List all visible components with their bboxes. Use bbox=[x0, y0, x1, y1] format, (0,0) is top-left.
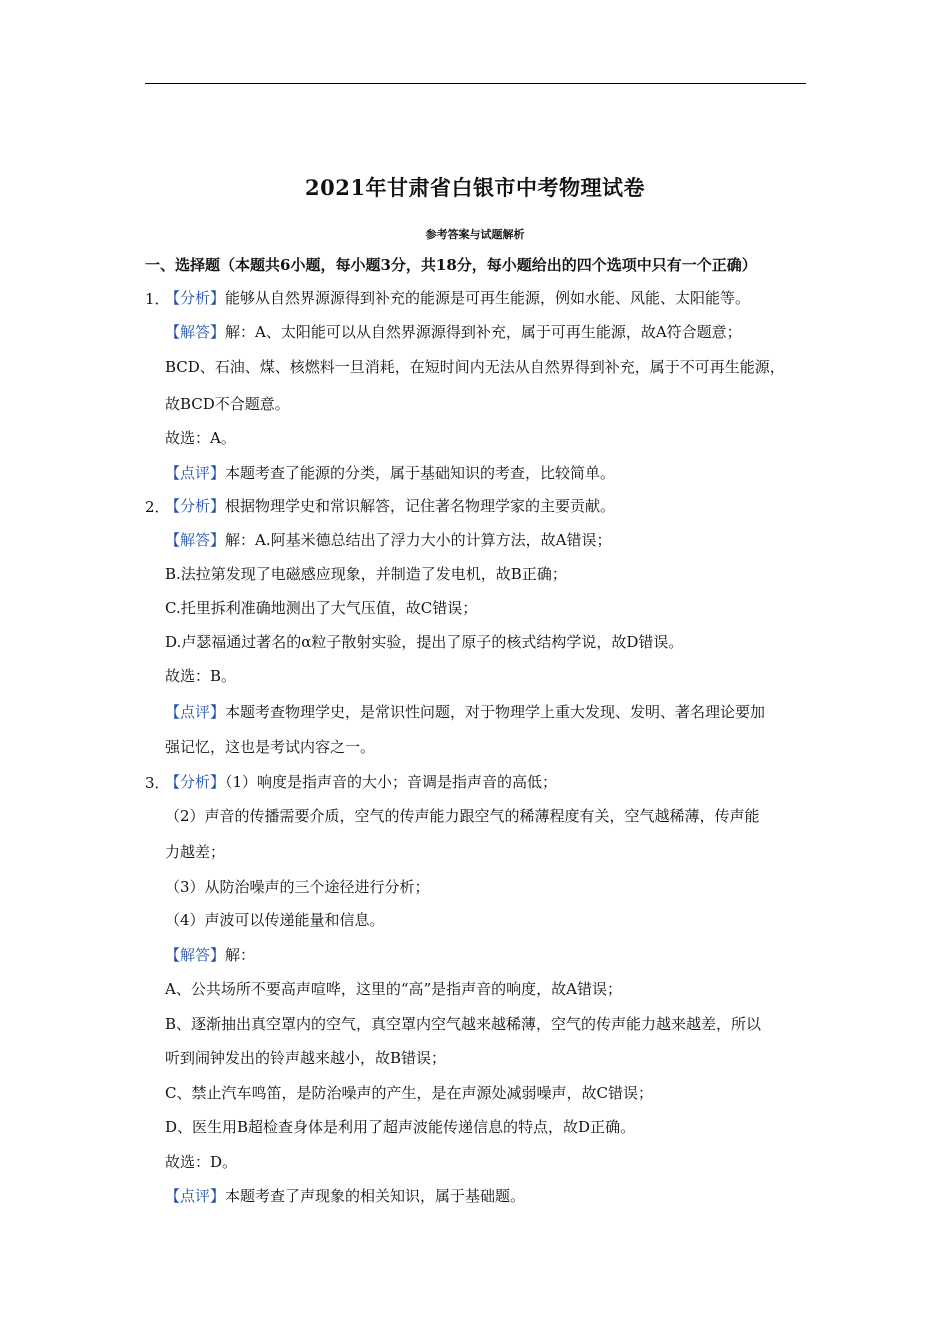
section-tag: 【分析】 bbox=[165, 497, 226, 515]
line-text: （4）声波可以传递能量和信息。 bbox=[165, 911, 385, 929]
section-tag: 【点评】 bbox=[165, 1187, 226, 1205]
answer-line bbox=[165, 702, 765, 722]
answer-line bbox=[165, 842, 225, 862]
answer-line bbox=[165, 530, 611, 550]
answer-line bbox=[165, 979, 622, 999]
answer-line bbox=[165, 737, 375, 757]
answer-line bbox=[165, 772, 557, 792]
section-tag: 【解答】 bbox=[165, 531, 226, 549]
line-text: B.法拉第发现了电磁感应现象，并制造了发电机，故B正确； bbox=[165, 565, 567, 583]
line-text: （1）响度是指声音的大小；音调是指声音的高低； bbox=[225, 773, 558, 791]
line-text: B、逐渐抽出真空罩内的空气，真空罩内空气越来越稀薄，空气的传声能力越来越差，所以 bbox=[165, 1015, 762, 1033]
line-text: 解：A.阿基米德总结出了浮力大小的计算方法，故A错误； bbox=[225, 531, 612, 549]
answer-line bbox=[165, 496, 615, 516]
line-text: 解：A、太阳能可以从自然界源源得到补充，属于可再生能源，故A符合题意； bbox=[225, 323, 742, 341]
page-subtitle: 参考答案与试题解析 bbox=[425, 228, 525, 241]
line-text: （3）从防治噪声的三个途径进行分析； bbox=[165, 878, 430, 896]
question-number: 1． bbox=[145, 290, 170, 308]
answer-line bbox=[165, 806, 760, 826]
section-tag: 【分析】 bbox=[165, 773, 226, 791]
line-text: C、禁止汽车鸣笛，是防治噪声的产生，是在声源处减弱噪声，故C错误； bbox=[165, 1084, 653, 1102]
line-text: 故BCD不合题意。 bbox=[165, 395, 290, 413]
page-title: 2021年甘肃省白银市中考物理试卷 bbox=[305, 175, 645, 200]
line-text: A、公共场所不要高声喧哗，这里的“高”是指声音的响度，故A错误； bbox=[165, 980, 623, 998]
answer-line bbox=[165, 598, 477, 618]
section-tag: 【点评】 bbox=[165, 703, 226, 721]
answer-line bbox=[165, 1083, 653, 1103]
section-tag: 【分析】 bbox=[165, 289, 226, 307]
answer-line bbox=[165, 632, 683, 652]
answer-line bbox=[165, 564, 567, 584]
line-text: 解： bbox=[225, 946, 256, 964]
section-tag: 【解答】 bbox=[165, 323, 226, 341]
line-text: 能够从自然界源源得到补充的能源是可再生能源，例如水能、风能、太阳能等。 bbox=[225, 289, 751, 307]
line-text: 根据物理学史和常识解答，记住著名物理学家的主要贡献。 bbox=[225, 497, 616, 515]
question-number: 3． bbox=[145, 774, 170, 792]
answer-line bbox=[165, 1186, 525, 1206]
section-tag: 【解答】 bbox=[165, 946, 226, 964]
line-text: （2）声音的传播需要介质，空气的传声能力跟空气的稀薄程度有关，空气越稀薄，传声能 bbox=[165, 807, 760, 825]
line-text: 故选：A。 bbox=[165, 429, 236, 447]
line-text: BCD、石油、煤、核燃料一旦消耗，在短时间内无法从自然界得到补充，属于不可再生能源， bbox=[165, 358, 785, 376]
answer-line bbox=[165, 910, 385, 930]
line-text: 本题考查了能源的分类，属于基础知识的考查，比较简单。 bbox=[225, 464, 616, 482]
answer-line bbox=[165, 463, 615, 483]
answer-line bbox=[165, 1048, 446, 1068]
answer-line bbox=[165, 1014, 761, 1034]
line-text: 强记忆，这也是考试内容之一。 bbox=[165, 738, 376, 756]
section-heading: 一、选择题（本题共6小题，每小题3分，共18分，每小题给出的四个选项中只有一个正确） bbox=[145, 256, 757, 274]
answer-line bbox=[165, 394, 290, 414]
line-text: D.卢瑟福通过著名的α粒子散射实验，提出了原子的核式结构学说，故D错误。 bbox=[165, 633, 684, 651]
answer-line bbox=[165, 1117, 635, 1137]
line-text: 听到闹钟发出的铃声越来越小，故B错误； bbox=[165, 1049, 447, 1067]
line-text: 力越差； bbox=[165, 843, 226, 861]
answer-line bbox=[165, 666, 236, 686]
header-rule bbox=[145, 83, 806, 84]
line-text: C.托里拆利准确地测出了大气压值，故C错误； bbox=[165, 599, 478, 617]
answer-line bbox=[165, 322, 742, 342]
line-text: D、医生用B超检查身体是利用了超声波能传递信息的特点，故D正确。 bbox=[165, 1118, 636, 1136]
section-tag: 【点评】 bbox=[165, 464, 226, 482]
answer-line bbox=[165, 288, 750, 308]
answer-line bbox=[165, 877, 430, 897]
answer-line bbox=[165, 1152, 237, 1172]
line-text: 故选：D。 bbox=[165, 1153, 238, 1171]
answer-line bbox=[165, 428, 236, 448]
line-text: 故选：B。 bbox=[165, 667, 237, 685]
answer-line bbox=[165, 357, 785, 377]
question-number: 2． bbox=[145, 498, 170, 516]
line-text: 本题考查了声现象的相关知识，属于基础题。 bbox=[225, 1187, 526, 1205]
answer-line bbox=[165, 945, 255, 965]
line-text: 本题考查物理学史，是常识性问题，对于物理学上重大发现、发明、著名理论要加 bbox=[225, 703, 766, 721]
